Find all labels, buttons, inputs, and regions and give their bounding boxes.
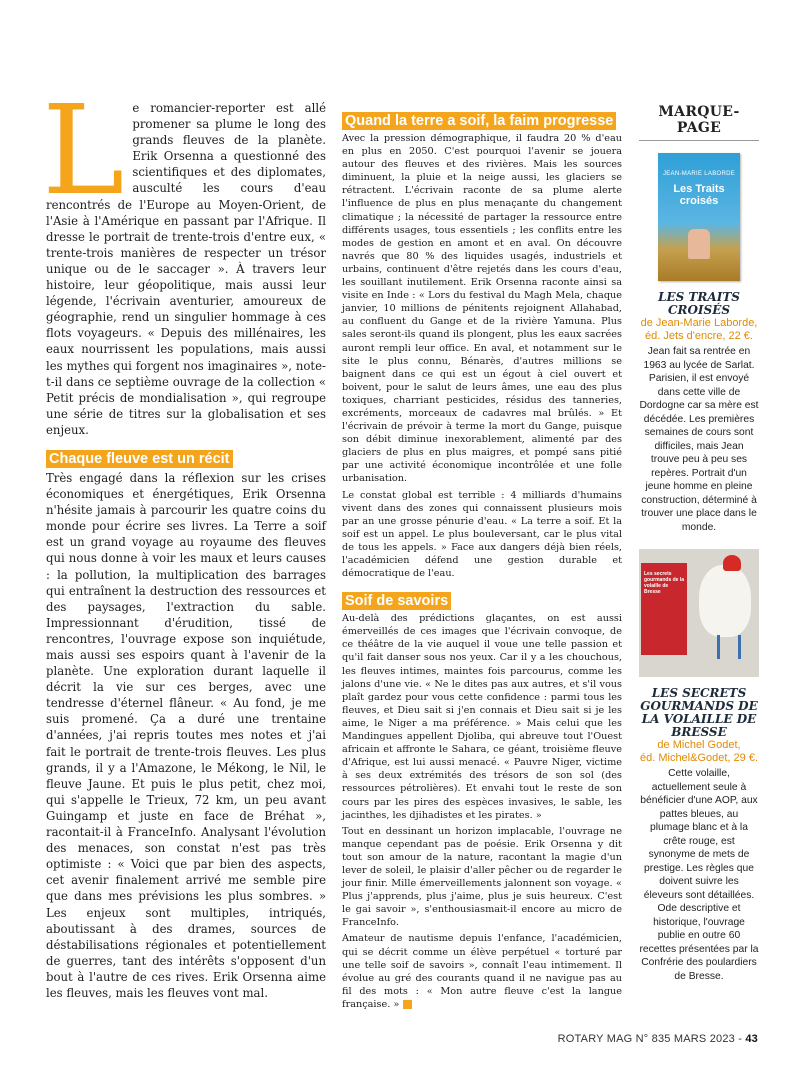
cover-author: JEAN-MARIE LABORDE (662, 171, 736, 177)
page-number: 43 (745, 1033, 758, 1045)
hen-comb (723, 555, 741, 571)
book1-author: de Jean-Marie Laborde, (640, 317, 758, 329)
section-heading-2: Quand la terre a soif, la faim progresse (342, 112, 622, 130)
body-paragraph-7: Amateur de nautisme depuis l'enfance, l'académicien, qui se décrit comme un élève perpétuel « torturé par une telle soif de savoirs », connaît l'eau intimement. Il évolue au gré des courants quand il ne navigue pas au fil des mots : « Mon autre fleuve c'est la langue française. » (342, 933, 622, 1010)
body-paragraph-3: Avec la pression démographique, il faudra 20 % d'eau en plus en 2050. C'est pourquoi l'avenir se jouera autour des fleuves et des rivières. Mais les sources diminuent, la pluie et la neige aussi, les glaciers se rétractent. L'écrivain raconte de sa plume alerte l'influence de plus en plus menaçante du changement climatique ; la nécessité de partager la ressource entre différents usages, tous essentiels ; les conflits entre les modes de gestion en amont et en aval. On découvre navrés que 80 % des liquides usagés, industriels et urbains, continuent d'être rejetés dans les cours d'eau, les souillant inutilement. Erik Orsenna raconte ainsi sa visite en Inde : « Lors du festival du Magh Mela, chaque janvier, 10 millions de pénitents rejoignent Allahabad, au confluent du Gange et de la rivière Yamuna. Plus sales seront-ils quand ils plongent, plus les eaux sacrées auront rempli leur office. En aval, et notamment sur le site le plus connu, Bénarès, d'autres millions se baignent dans ce qui est un égout à ciel ouvert et boivent, pour le salut de leurs âmes, une eau des plus toxiques, charriant pesticides, résidus des tanneries, excréments, morceaux de cadavres mal brûlés. » Et l'écrivain de prévoir à terme la mort du Gange, puisque son débit diminue inexorablement, alimenté par des glaciers de plus en plus maigres, et pompé sans pitié par une activité économique incontrôlée et une folle urbanisation. (342, 133, 622, 485)
intro-paragraph (42, 79, 326, 438)
hen-illustration (699, 565, 751, 637)
book1-edition: éd. Jets d'encre, 22 €. (645, 330, 753, 342)
article-column-right (342, 100, 622, 1014)
end-mark-icon (403, 1000, 412, 1009)
feet-illustration (688, 229, 710, 259)
book-cover-volaille-de-bresse (639, 549, 759, 677)
sidebar-title: MARQUE-PAGE (639, 104, 759, 141)
book2-title: LES SECRETS GOURMANDS DE LA VOLAILLE DE BRESSE (640, 686, 758, 739)
book2-edition: éd. Michel&Godet, 29 €. (639, 752, 758, 764)
hen-legs (717, 635, 741, 659)
book-cover-les-traits-croises (658, 153, 740, 281)
intro-text: e romancier-reporter est allé promener sa plume le long des grands fleuves de la planète. Erik Orsenna a questionné des scientifiques et des diplomates, ausculté les cours d'eau rencontrés de l'Europe au Moyen-Orient, de l'Asie à l'Amérique en passant par l'Afrique. Il dresse le portrait de trente-trois d'entre eux, « trente-trois manières de respecter un trésor unique ou de le saccager ». À travers leur histoire, leur géopolitique, mais aussi leur légende, l'écrivain aventurier, amoureux de géographie, rend un singulier hommage à ces flots voyageurs. « Depuis des millénaires, les eaux nourrissent les populations, mais aussi les mythes qui forgent nos imaginaires », note-t-il dans ce septième ouvrage de la collection « Petit précis de mondialisation », qui regroupe une série de titres sur la globalisation et ses enjeux. (46, 101, 326, 437)
body-paragraph-5: Au-delà des prédictions glaçantes, on est aussi émerveillés de ces images que l'écrivain convoque, de ce théâtre de la vie auquel il voue une telle passion et qu'il fait danser sous nos yeux. Car il y a les chouchous, les fleuves intimes, maintes fois parcourus, comme les jalons d'une vie. « Ne le dites pas aux autres, et s'il vous plaît gardez pour vous cette confidence : parmi tous les fleuves, et Dieu sait si j'en connais et Dieu sait si je les aime, le Niger a ma préférence. » Mais celui que les Mandingues appellent Djoliba, qui abreuve tout l'Ouest africain et affronte le Sahara, ce géant, troisième fleuve d'Afrique, est lui aussi menacé. « Pauvre Niger, victime à ses deux extrémités des trésors de son sol (des ressources pétrolières). Et envahi tout le reste de son cours par les pires des espèces invasives, le sable, les jacinthes, les djihadistes et les pirates. » (342, 613, 622, 821)
book2-author: de Michel Godet, (657, 739, 741, 751)
body-paragraph-2: Très engagé dans la réflexion sur les crises économiques et énergétiques, Erik Orsenna n'hésite jamais à parcourir les quatre coins du monde pour écrire ses livres. La Terre a soif est un grand voyage au royaume des fleuves qui nous donne à voir les maux et leurs causes : la pollution, la multiplication des barrages qui entraînent la destruction des ressources et des paysages, l'extraction du sable. Impressionnant d'érudition, tissé de rencontres, l'ouvrage expose son inquiétude, mais aussi ses espoirs quant à l'avenir de la planète. Une exploration durant laquelle il décrit la vie sur ces berges, avec une tendresse d'éternel flâneur. « Au fond, je me suis promené. Ça a duré une trentaine d'années, j'ai repris toutes mes notes et j'ai fait le portrait de trente-trois fleuves. Les plus grands, il y a l'Amazone, le Mékong, le Nil, le fleuve Jaune. Et puis le plus petit, chez moi, qui s'appelle le Trieux, 72 km, un peu avant Guingamp et juste en face de Bréhat », racontait-il à FranceInfo. Analysant l'évolution des menaces, son constat n'est pas très optimiste : « Voici que par bien des aspects, cet avenir finalement arrivé me semble pire que dans mes prévisions les plus sombres. » Les enjeux sont multiples, intriqués, aboutissant à des drames, sources de déstabilisations régionales et potentiellement de guerres, tant des intérêts s'opposent d'un bout à l'autre de ces rives. Erik Orsenna aime les fleuves, mais les fleuves vont mal. (46, 470, 326, 1000)
section-heading-3: Soif de savoirs (342, 592, 622, 610)
book2-block (639, 549, 759, 983)
book1-description: Jean fait sa rentrée en 1963 au lycée de Sarlat. Parisien, il est envoyé dans cette ville de Dordogne car sa mère est décédée. Les premières semaines de cours sont difficiles, mais Jean trouve peu à peu ses repères. Portrait d'un jeune homme en pleine construction, déterminé à trouver une place dans le monde. (639, 346, 759, 533)
cover-title-2: Les secrets gourmands de la volaille de Bresse (641, 563, 687, 655)
footer-magazine: ROTARY MAG N° 835 MARS 2023 - (557, 1033, 743, 1045)
section-heading-1: Chaque fleuve est un récit (46, 450, 326, 468)
cover-title: Les Traits croisés (673, 183, 725, 207)
body-paragraph-6: Tout en dessinant un horizon implacable, l'ouvrage ne manque cependant pas de poésie. Erik Orsenna y dit tout son amour de la nature, racontant la magie d'un lever de soleil, le plaisir d'aller pêcher ou de regarder le jour finir. Mille émerveillements jalonnent son voyage. « Plus j'apprends, plus j'aime, plus je suis heureux. C'est le gai savoir », s'enthousiasmait-il encore au micro de FranceInfo. (342, 825, 622, 929)
body-paragraph-4: Le constat global est terrible : 4 milliards d'humains vivent dans des zones qui connaissent plusieurs mois par an une grosse pénurie d'eau. « La terre a soif. Et la soif est un appel. Le plus bouleversant, car le plus vital de tous les appels. » Face aux dangers déjà bien réels, l'académicien défend une gestion durable et démocratique de l'eau. (342, 489, 622, 580)
page-footer (558, 1033, 758, 1045)
drop-cap: L (42, 79, 125, 223)
book2-description: Cette volaille, actuellement seule à bénéficier d'une AOP, aux pattes bleues, au plumage blanc et à la crête rouge, est synonyme de mets de prestige. Les règles que doivent suivre les éleveurs sont détaillées. Ode descriptive et historique, l'ouvrage publie en outre 60 recettes présentées par la Confrérie des poulardiers de Bresse. (639, 768, 759, 982)
book1-title: LES TRAITS CROISÉS (658, 290, 740, 317)
bookmark-sidebar (639, 104, 759, 983)
article-column-left (42, 79, 326, 1004)
